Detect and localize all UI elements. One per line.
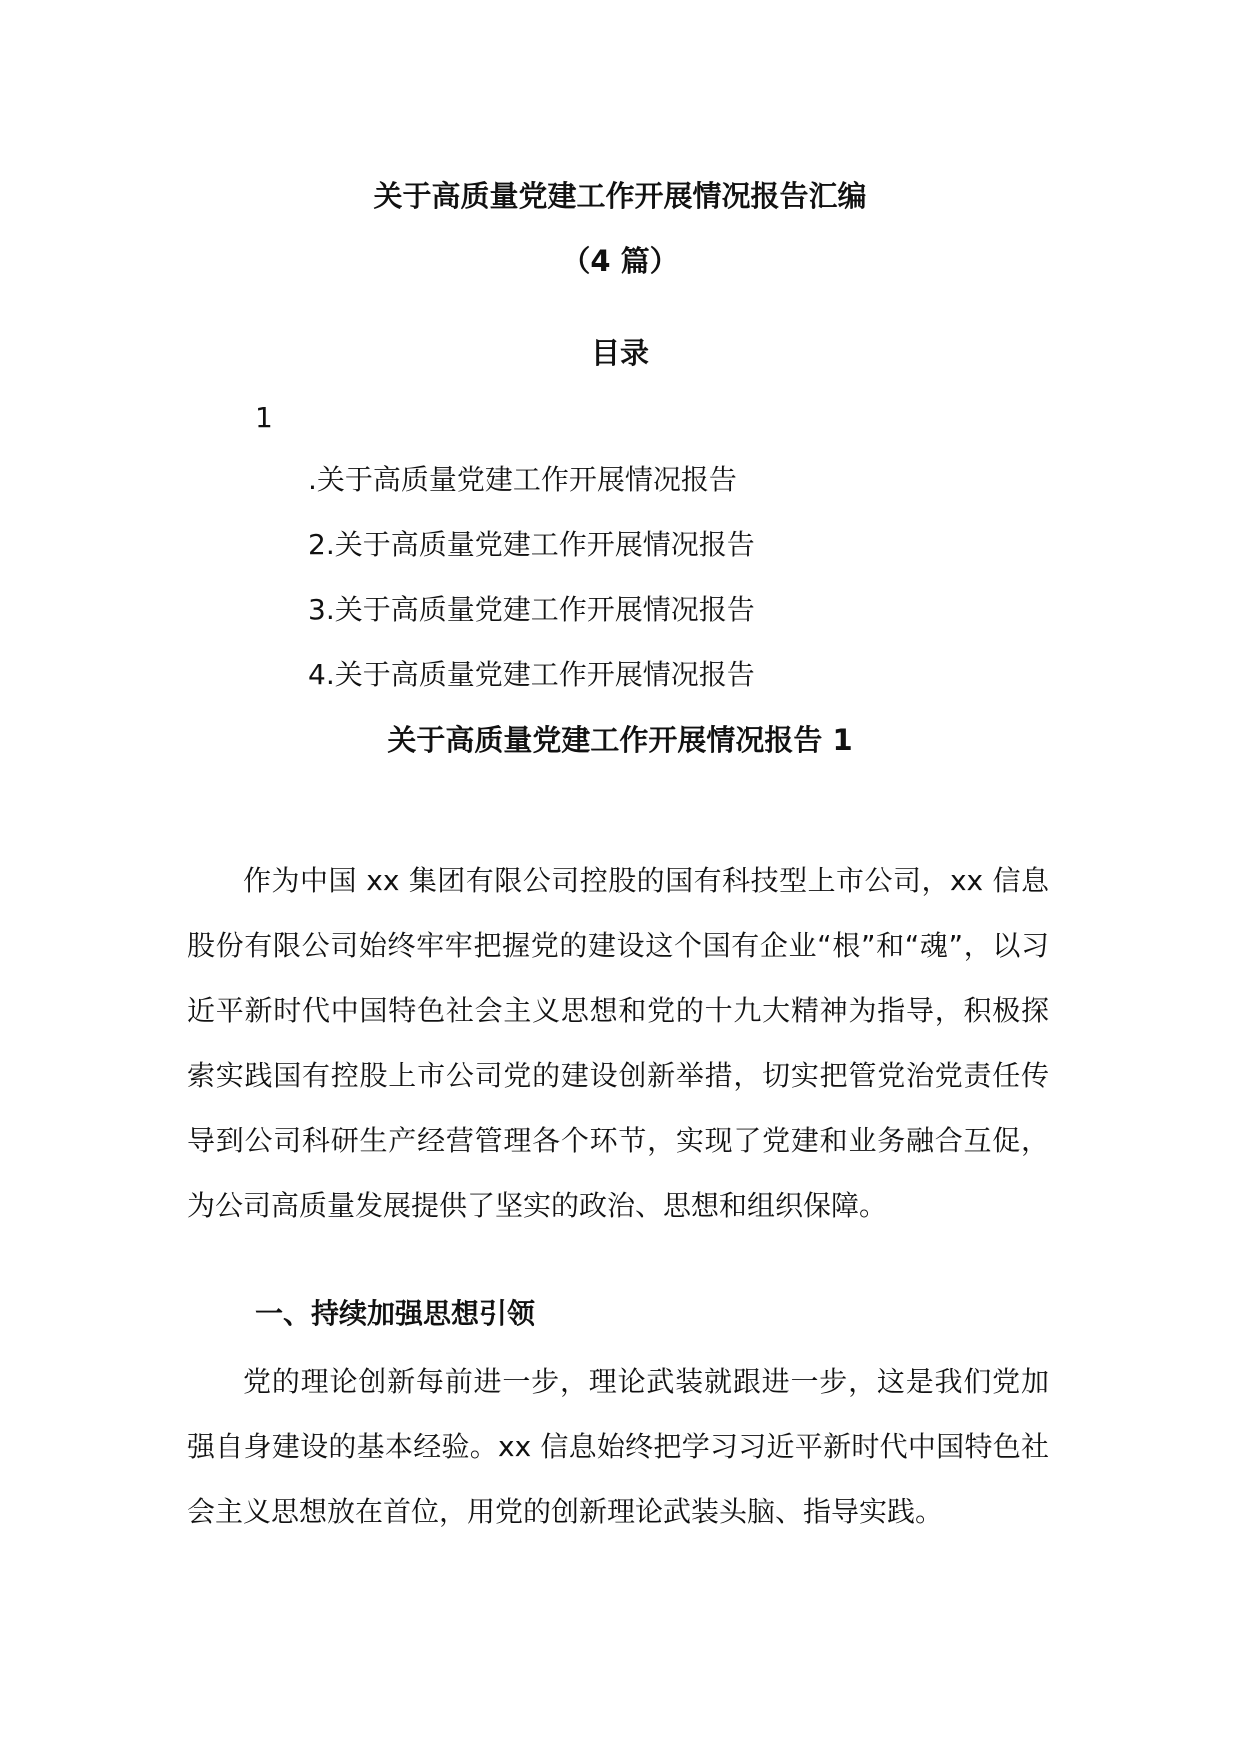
toc-item: .关于高质量党建工作开展情况报告: [308, 463, 737, 496]
toc-number: 1: [255, 401, 273, 434]
body-paragraph: 党的理论创新每前进一步，理论武装就跟进一步，这是我们党加强自身建设的基本经验。xx 信息始终把学习习近平新时代中国特色社会主义思想放在首位，用党的创新理论武装头脑、指导实践。: [187, 1365, 1049, 1528]
section-title: 关于高质量党建工作开展情况报告 1: [387, 723, 853, 757]
body-paragraph: 作为中国 xx 集团有限公司控股的国有科技型上市公司，xx 信息股份有限公司始终牢牢把握党的建设这个国有企业“根”和“魂”，以习近平新时代中国特色社会主义思想和党的十九大精神为指导，积极探索实践国有控股上市公司党的建设创新举措，切实把管党治党责任传导到公司科研生产经营管理各个环节，实现了党建和业务融合互促，为公司高质量发展提供了坚实的政治、思想和组织保障。: [187, 864, 1049, 1222]
toc-item: 4.关于高质量党建工作开展情况报告: [308, 658, 755, 691]
document-subtitle: （4 篇）: [561, 244, 679, 278]
toc-heading: 目录: [590, 336, 649, 370]
toc-item: 3.关于高质量党建工作开展情况报告: [308, 593, 755, 626]
document-title: 关于高质量党建工作开展情况报告汇编: [373, 179, 867, 213]
toc-item: 2.关于高质量党建工作开展情况报告: [308, 528, 755, 561]
toc-list: [308, 460, 755, 720]
section-heading: 一、持续加强思想引领: [255, 1297, 536, 1330]
